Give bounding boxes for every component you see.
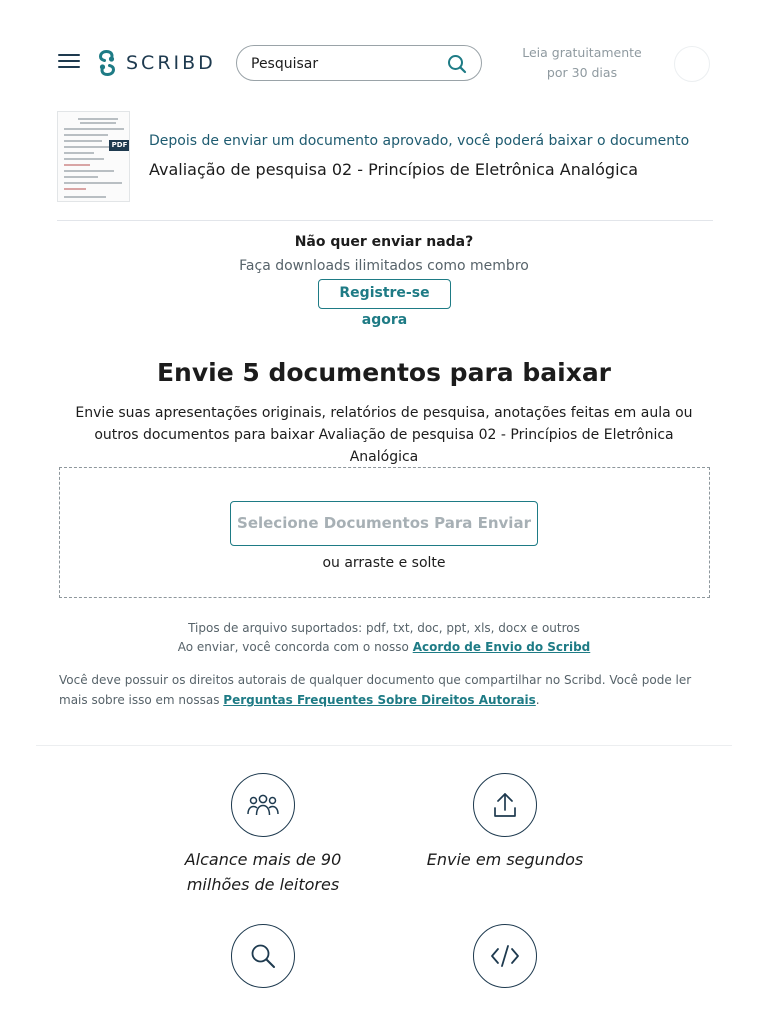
- feature-upload: [473, 773, 537, 837]
- upload-heading: Envie 5 documentos para baixar: [156, 358, 612, 387]
- promo-question: Não quer enviar nada?: [294, 234, 474, 250]
- avatar[interactable]: [674, 46, 710, 82]
- logo-text: SCRIBD: [126, 52, 216, 74]
- feature-search: [231, 924, 295, 988]
- feature-upload-label: Envie em segundos: [426, 850, 584, 869]
- divider: [36, 745, 732, 746]
- agreement-text: Ao enviar, você concorda com o nosso: [177, 640, 413, 654]
- register-button[interactable]: Registre-se agora: [318, 279, 451, 309]
- document-thumbnail: [57, 111, 130, 202]
- copyright-suffix: .: [535, 693, 540, 707]
- trial-line-2: por 30 dias: [546, 65, 618, 80]
- upload-icon: [492, 791, 518, 819]
- feature-embed: [473, 924, 537, 988]
- scribd-logo[interactable]: [96, 50, 216, 76]
- search-input[interactable]: [251, 54, 441, 74]
- people-icon: [246, 792, 280, 818]
- select-documents-button[interactable]: Selecione Documentos Para Enviar: [230, 501, 538, 546]
- upload-description: Envie suas apresentações originais, relatórios de pesquisa, anotações feitas em aula ou outros documentos para baixar Avaliação de pesquisa 02 - Princípios de Eletrônica Analógica: [75, 405, 693, 465]
- promo-subtitle: Faça downloads ilimitados como membro: [239, 258, 529, 274]
- search-box: [236, 45, 482, 81]
- pdf-badge: PDF: [109, 140, 130, 151]
- copyright-faq-link[interactable]: Perguntas Frequentes Sobre Direitos Autorais: [223, 693, 536, 707]
- feature-readers: [231, 773, 295, 837]
- free-trial-link[interactable]: [512, 43, 652, 83]
- search-icon: [249, 942, 277, 970]
- supported-filetypes: Tipos de arquivo suportados: pdf, txt, doc, ppt, xls, docx e outros: [188, 621, 580, 635]
- site-header: [0, 0, 768, 110]
- upload-agreement-link[interactable]: Acordo de Envio do Scribd: [412, 640, 591, 654]
- search-icon[interactable]: [447, 54, 467, 74]
- hamburger-menu-icon[interactable]: [58, 54, 80, 72]
- upload-agreement: [0, 640, 768, 654]
- copyright-notice: [59, 670, 709, 710]
- feature-readers-label: Alcance mais de 90 milhões de leitores: [184, 850, 342, 894]
- divider: [57, 220, 713, 221]
- code-icon: [490, 944, 520, 968]
- document-title: Avaliação de pesquisa 02 - Princípios de Eletrônica Analógica: [149, 160, 639, 179]
- trial-line-1: Leia gratuitamente: [522, 45, 642, 60]
- download-note: Depois de enviar um documento aprovado, você poderá baixar o documento: [149, 133, 690, 149]
- drag-drop-label: ou arraste e solte: [322, 555, 446, 571]
- scribd-logo-icon: [96, 50, 118, 76]
- copyright-text: Você deve possuir os direitos autorais de qualquer documento que compartilhar no Scribd. Você pode ler mais sobre isso em nossas: [59, 673, 692, 707]
